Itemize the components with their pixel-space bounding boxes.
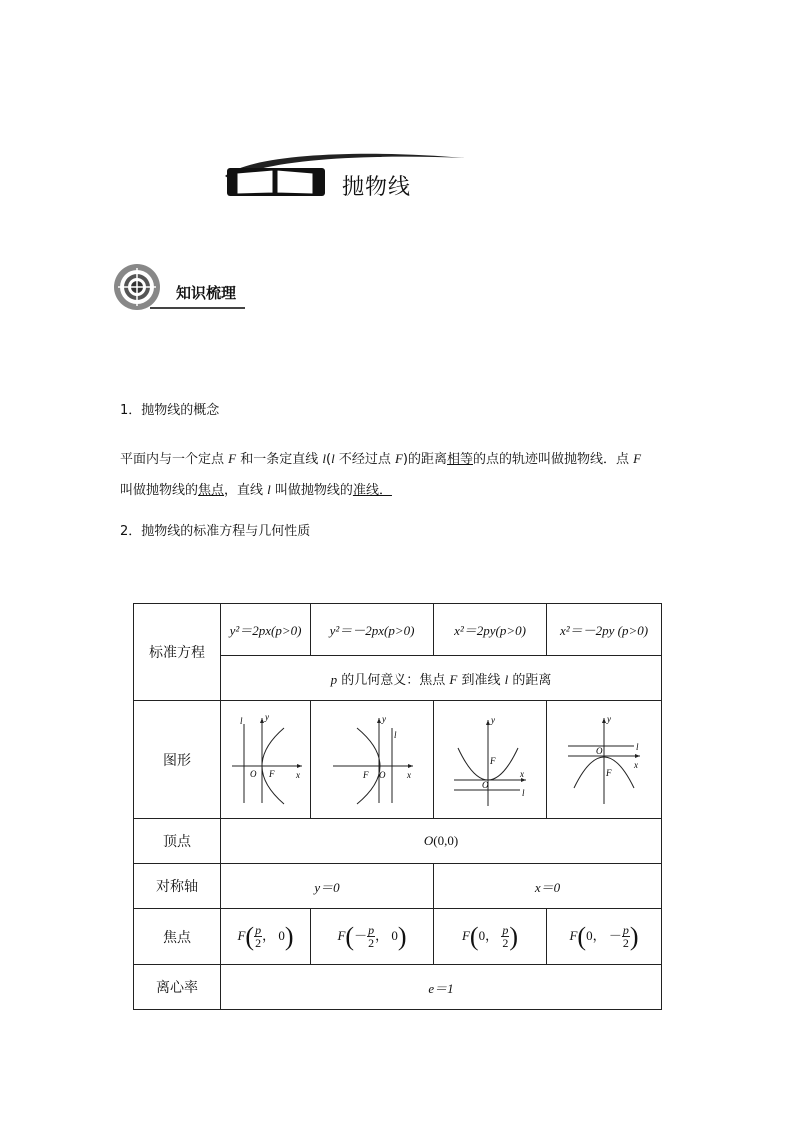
axis-value-y-opening: x＝0 (434, 864, 662, 909)
svg-text:x: x (634, 759, 638, 770)
equation-cell: x²＝2py(p>0) (434, 604, 547, 656)
svg-text:y: y (382, 713, 386, 724)
focus-cell: F(0， － $\frac{p}{2}$ ) (547, 909, 662, 965)
svg-text:x: x (407, 769, 411, 780)
section-underline (150, 307, 245, 309)
svg-text:F: F (268, 768, 274, 779)
svg-text:O: O (596, 745, 603, 756)
svg-text:x: x (295, 769, 300, 780)
focus-cell: F( $\frac{p}{2}$ ， 0) (221, 909, 311, 965)
page-title: 抛物线 (342, 175, 412, 200)
p-meaning-cell: p 的几何意义：焦点 F 到准线 l 的距离 (221, 656, 662, 701)
term-directrix: 准线． (352, 483, 392, 498)
term-equal: 相等 (446, 452, 473, 467)
graph-right-opening (221, 701, 311, 819)
equation-cell: y²＝2px(p>0) (221, 604, 311, 656)
focus-cell: F(－ $\frac{p}{2}$ ， 0) (311, 909, 434, 965)
svg-text:l: l (636, 741, 639, 752)
term-focus: 焦点 (198, 483, 225, 498)
svg-text:l: l (522, 787, 525, 798)
graph-up-opening (434, 701, 547, 819)
heading-standard-equation: 2．抛物线的标准方程与几何性质 (120, 524, 311, 539)
graph-left-opening (311, 701, 434, 819)
equation-cell: y²＝－2px(p>0) (311, 604, 434, 656)
vertex-value: O(0,0) (221, 819, 662, 864)
row-label-vertex: 顶点 (134, 819, 221, 864)
svg-text:O: O (482, 779, 489, 790)
svg-text:l: l (394, 729, 397, 740)
svg-text:F: F (490, 755, 496, 766)
section-title: 知识梳理 (176, 284, 237, 302)
eccentricity-value: e＝1 (221, 965, 662, 1010)
row-label-axis: 对称轴 (134, 864, 221, 909)
svg-text:O: O (379, 769, 386, 780)
graph-down-opening (547, 701, 662, 819)
svg-text:x: x (520, 768, 524, 779)
concept-paragraph: 平面内与一个定点 F 和一条定直线 l(l 不经过点 F)的距离相等的点的轨迹叫做抛物线．点 F 叫做抛物线的焦点，直线 l 叫做抛物线的准线． (120, 451, 642, 498)
svg-text:y: y (491, 714, 495, 725)
parabola-properties-table (133, 603, 662, 1010)
focus-cell: F(0， $\frac{p}{2}$ ) (434, 909, 547, 965)
svg-text:F: F (363, 769, 369, 780)
row-label-focus: 焦点 (134, 909, 221, 965)
svg-text:O: O (249, 768, 256, 779)
svg-text:F: F (606, 767, 612, 778)
target-icon (112, 262, 162, 312)
heading-concept: 1．抛物线的概念 (120, 403, 220, 418)
graph-label: l (239, 715, 243, 726)
row-label-equation: 标准方程 (134, 604, 221, 701)
svg-text:y: y (607, 713, 611, 724)
equation-cell: x²＝－2py (p>0) (547, 604, 662, 656)
axis-value-x-opening: y＝0 (221, 864, 434, 909)
row-label-eccentricity: 离心率 (134, 965, 221, 1010)
svg-text:y: y (264, 711, 269, 722)
row-label-figure: 图形 (134, 701, 221, 819)
